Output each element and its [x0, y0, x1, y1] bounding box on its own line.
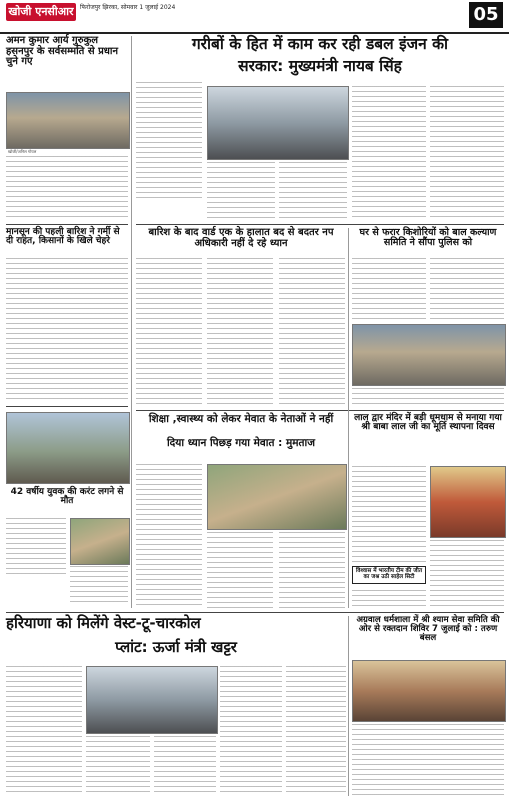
rain-ward-body-3 — [279, 258, 345, 406]
runaway-body-1 — [352, 258, 426, 320]
vishvas-headline: विश्वास में भारतीय टीम की जीत का जश्न उठी साहेल सिटी — [352, 566, 426, 584]
temple-body-2 — [430, 540, 504, 608]
runaway-photo — [352, 324, 506, 386]
runaway-body-2 — [430, 258, 504, 320]
lead-headline-1: गरीबों के हित में काम कर रही डबल इंजन की — [191, 35, 449, 53]
temple-headline: लाल द्वार मंदिर में बड़ी धूमधाम से मनाया गया श्री बाबा लाल जी का मूर्ति स्थापना दिवस — [354, 413, 502, 433]
masthead-date: फिरोजपुर झिरका, सोमवार 1 जुलाई 2024 — [80, 4, 176, 11]
lead-headline-2: सरकार: मुख्यमंत्री नायब सिंह — [238, 57, 402, 75]
runaway-headline: घर से फरार किशोरियों को बाल कल्याण समिति ने सौंपा पुलिस को — [359, 227, 497, 248]
charcoal-headline-1: हरियाणा को मिलेंगे वेस्ट-टू-चारकोल — [6, 614, 201, 632]
charcoal-body-5 — [286, 666, 346, 796]
newspaper-logo: खोजी एनसीआर — [6, 3, 76, 21]
runaway-body-3 — [352, 388, 504, 406]
charcoal-body-2 — [86, 736, 150, 796]
education-body-2 — [207, 532, 273, 608]
charcoal-body-4 — [220, 666, 282, 796]
lead-body-col4 — [352, 86, 426, 220]
dharmshala-body — [352, 724, 504, 796]
rain-ward-body-1 — [136, 258, 202, 406]
rain-ward-body-2 — [207, 258, 273, 406]
youth-death-photo — [70, 518, 130, 565]
vishvas-body — [352, 590, 426, 608]
education-body-3 — [279, 532, 345, 608]
masthead-info — [80, 4, 175, 12]
gurukul-headline: अमन कुमार आर्य गुरुकुल हसनपुर के सर्वसम्मति से प्रधान चुने गए — [6, 35, 119, 67]
monsoon-body — [6, 258, 128, 403]
lead-body-col5 — [430, 86, 504, 220]
monsoon-photo — [6, 412, 130, 484]
education-body-1 — [136, 464, 202, 608]
monsoon-headline: मानसून की पहली बारिश ने गर्मी से दी राहत, किसानों के खिले चेहरे — [6, 227, 120, 247]
dharmshala-photo — [352, 660, 506, 722]
lead-body-col1 — [136, 82, 202, 202]
temple-photo — [430, 466, 506, 538]
lead-photo — [207, 86, 349, 160]
page-number: 05 — [469, 2, 503, 28]
education-headline-1: शिक्षा ,स्वास्थ्य को लेकर मेवात के नेताओं ने नहीं — [148, 413, 334, 425]
rain-ward-headline: बारिश के बाद वार्ड एक के हालात बद से बदतर नप अधिकारी नहीं दे रहे ध्यान — [148, 227, 334, 249]
charcoal-body-1 — [6, 666, 82, 796]
youth-death-headline: 42 वर्षीय युवक की करंट लगने से मौत — [10, 487, 124, 507]
masthead — [0, 0, 509, 34]
charcoal-headline-2: प्लांट: ऊर्जा मंत्री खट्टर — [115, 638, 237, 656]
education-photo — [207, 464, 347, 530]
dharmshala-headline: अग्रवाल धर्मशाला में श्री श्याम सेवा समिति की ओर से रक्तदान शिविर 7 जुलाई को : तरुण बंसल — [356, 615, 500, 644]
lead-body-col3 — [279, 162, 347, 220]
temple-body-1 — [352, 466, 426, 562]
gurukul-body — [6, 156, 128, 220]
youth-death-body-2 — [70, 566, 128, 606]
lead-body-col2 — [207, 162, 275, 220]
gurukul-caption: खोजी/अनिल गोयल — [8, 149, 37, 154]
charcoal-photo — [86, 666, 218, 734]
gurukul-photo — [6, 92, 130, 149]
youth-death-body — [6, 518, 66, 578]
charcoal-body-3 — [154, 736, 216, 796]
education-headline-2: दिया ध्यान पिछड़ गया मेवात : मुमताज — [166, 437, 316, 449]
